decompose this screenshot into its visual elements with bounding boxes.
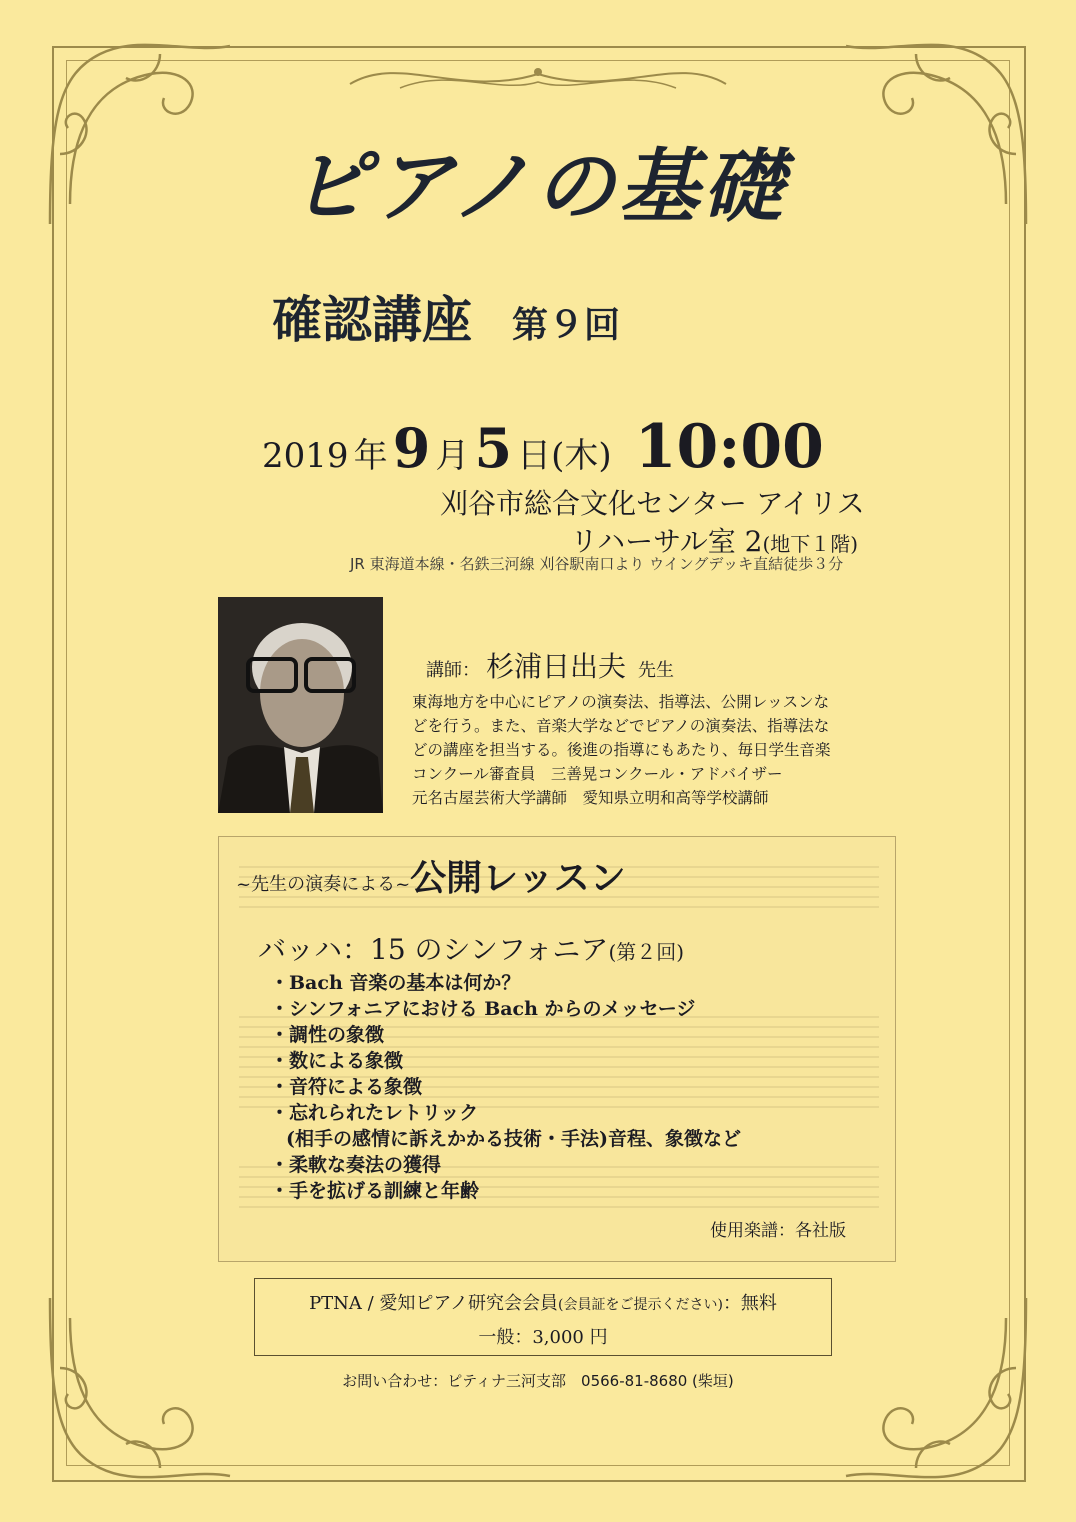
venue-floor: (地下１階)	[762, 532, 859, 556]
member-fee-note: (会員証をご提示ください)	[558, 1297, 723, 1313]
lecturer-photo	[218, 597, 383, 813]
venue-name: 刈谷市総合文化センター アイリス	[440, 487, 865, 520]
date-year-unit: 年	[353, 436, 388, 476]
top-ornament	[340, 54, 736, 102]
list-item: ・手を拡げる訓練と年齢	[270, 1180, 480, 1202]
list-item: ・シンフォニアにおける Bach からのメッセージ	[270, 998, 696, 1020]
lecturer-line	[426, 645, 674, 685]
lesson-prefix: ~先生の演奏による~	[236, 874, 411, 895]
lecturer-honorific: 先生	[638, 660, 675, 681]
date-month-unit: 月	[435, 436, 470, 476]
piece-episode: (第２回)	[608, 940, 685, 964]
list-item: ・数による象徴	[270, 1050, 404, 1072]
list-item: (相手の感情に訴えかかる技術・手法)音程、象徴など	[286, 1128, 741, 1150]
bio-line: 元名古屋芸術大学講師 愛知県立明和高等学校講師	[412, 789, 769, 807]
flyer-title: ピアノの基礎	[289, 140, 787, 233]
lesson-heading	[236, 850, 626, 901]
lecturer-bio	[412, 690, 852, 810]
date-day-unit: 日(木)	[517, 436, 612, 476]
lecturer-label: 講師：	[426, 660, 480, 681]
contact-info: お問い合わせ：ピティナ三河支部 0566-81-8680 (柴垣)	[342, 1372, 734, 1390]
list-item: ・Bach 音楽の基本は何か？	[270, 972, 521, 994]
event-time: 10:00	[634, 412, 824, 482]
general-fee: 一般：3,000 円	[478, 1327, 608, 1348]
lesson-title: 公開レッスン	[410, 858, 626, 899]
list-item: ・柔軟な奏法の獲得	[270, 1154, 442, 1176]
course-subtitle	[272, 280, 620, 352]
date-year: 2019	[262, 436, 349, 476]
member-fee-value: ：無料	[722, 1293, 777, 1314]
topic-list	[270, 970, 741, 1204]
bio-line: どを行う。また、音楽大学などでピアノの演奏法、指導法な	[412, 717, 830, 735]
list-item: ・音符による象徴	[270, 1076, 423, 1098]
list-item: ・忘れられたレトリック	[270, 1102, 479, 1124]
member-fee-label: PTNA / 愛知ピアノ研究会会員	[309, 1293, 558, 1314]
list-item: ・調性の象徴	[270, 1024, 385, 1046]
lecturer-name: 杉浦日出夫	[486, 650, 627, 683]
date-day: 5	[474, 416, 513, 480]
score-edition: 使用楽譜：各社版	[710, 1221, 846, 1241]
member-fee	[255, 1289, 831, 1315]
event-date	[262, 412, 824, 482]
subtitle-text: 確認講座	[272, 291, 472, 349]
date-month: 9	[392, 416, 431, 480]
lesson-piece	[258, 928, 684, 968]
bio-line: 東海地方を中心にピアノの演奏法、指導法、公開レッスンな	[412, 693, 830, 711]
access-info: JR 東海道本線・名鉄三河線 刈谷駅南口より ウイングデッキ直結徒歩３分	[350, 555, 844, 573]
venue-room-name: リハーサル室 2	[570, 525, 763, 558]
piece-title: バッハ：15 のシンフォニア	[258, 933, 609, 966]
bio-line: コンクール審査員 三善晃コンクール・アドバイザー	[412, 765, 783, 783]
fee-box	[254, 1278, 832, 1356]
bio-line: どの講座を担当する。後進の指導にもあたり、毎日学生音楽	[412, 741, 831, 759]
session-number: 第９回	[512, 305, 621, 346]
